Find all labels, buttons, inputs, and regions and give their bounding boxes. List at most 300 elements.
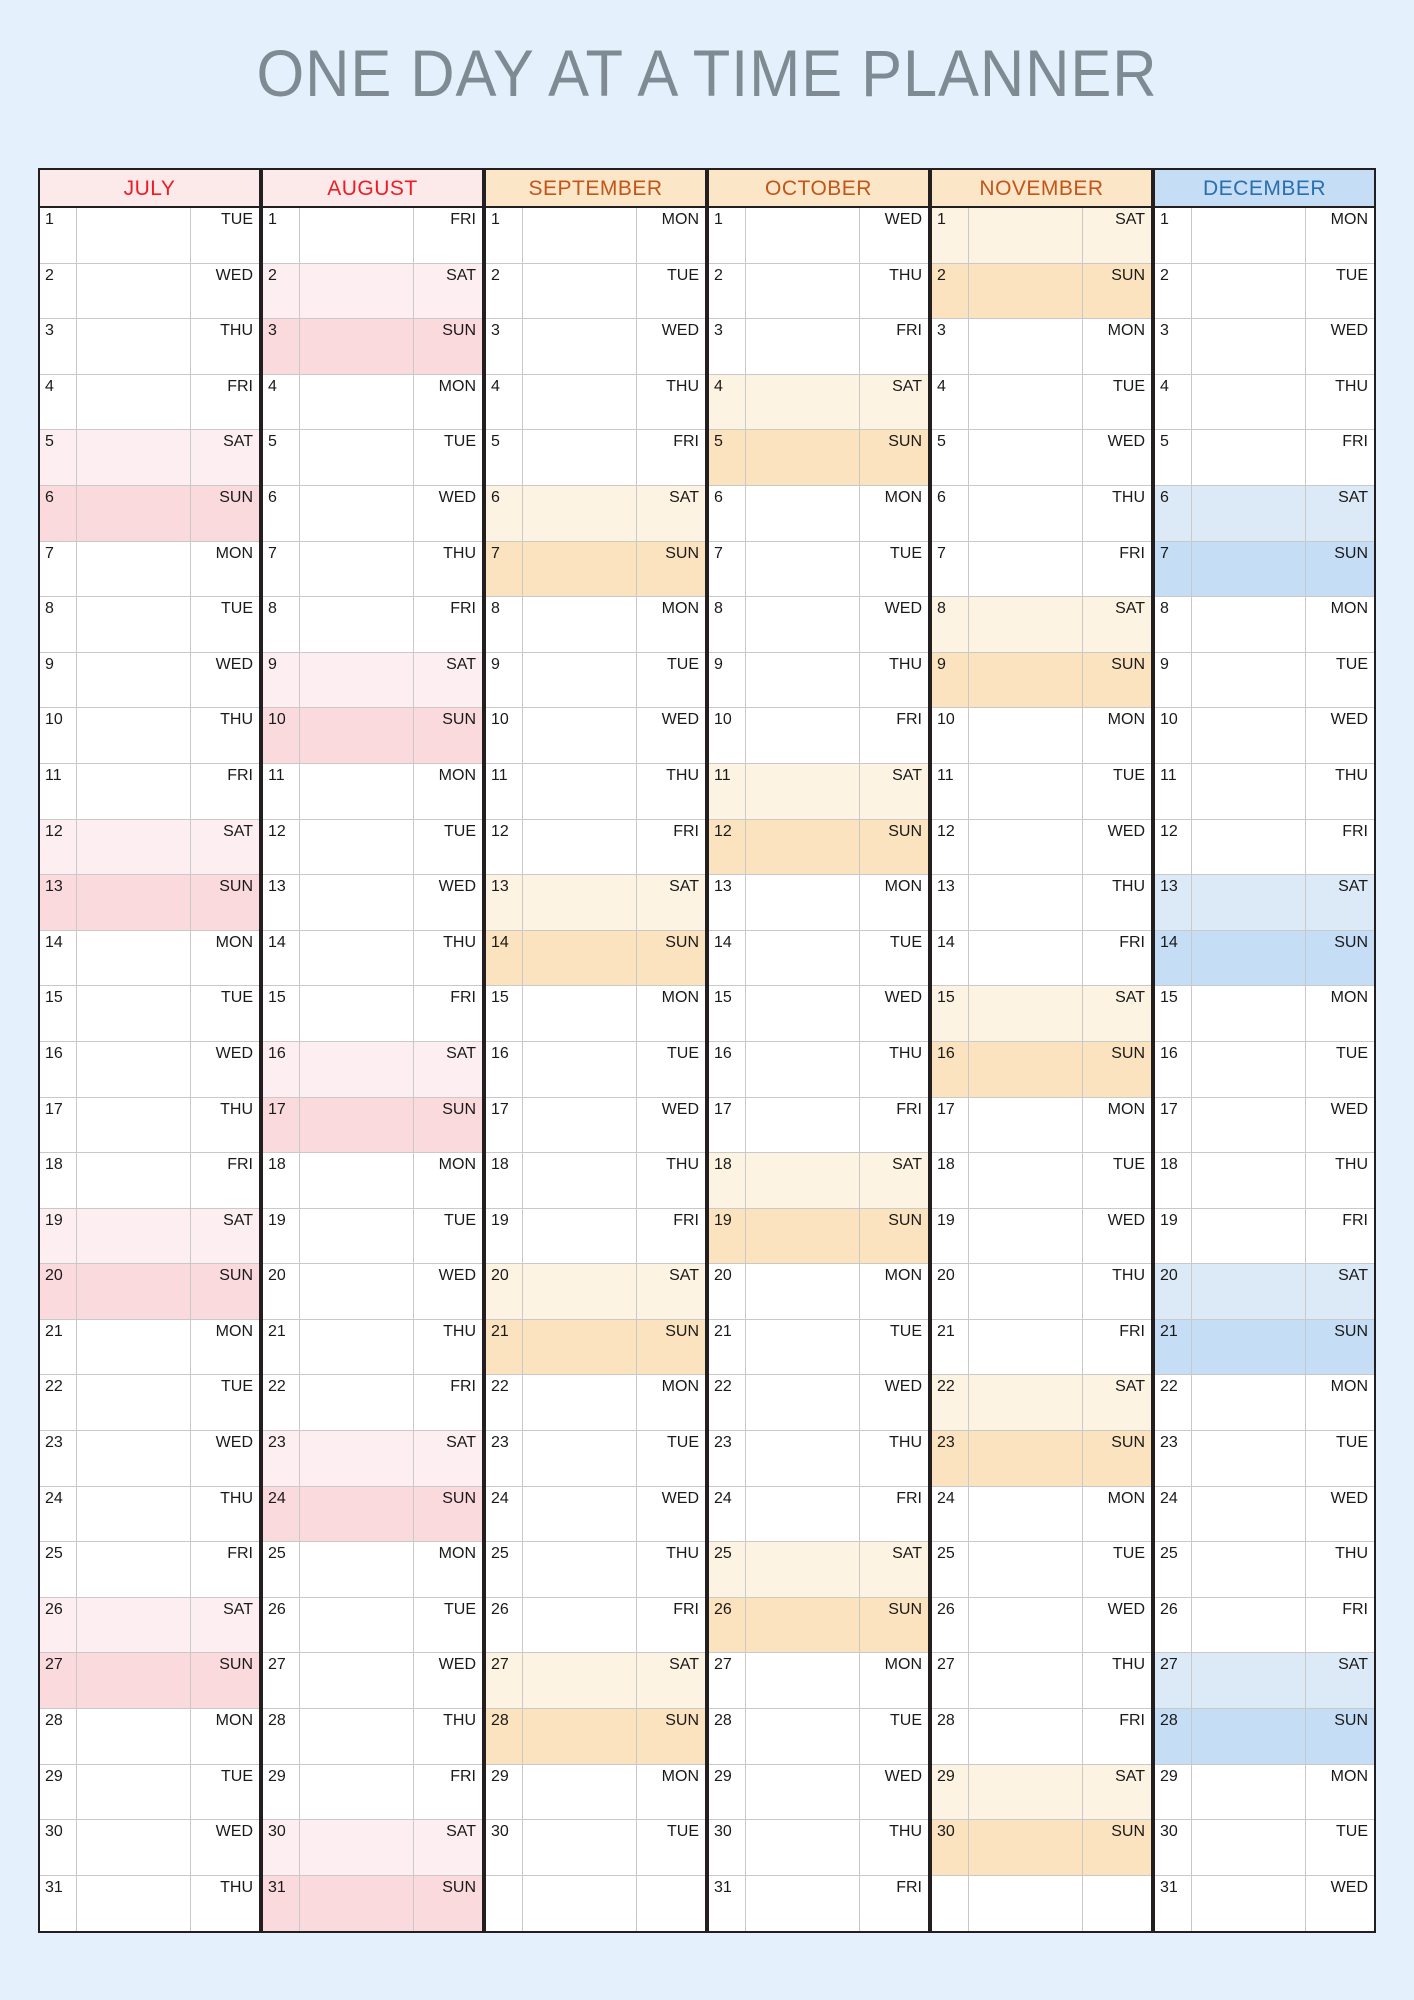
day-row[interactable] bbox=[40, 1042, 259, 1098]
day-note-field[interactable] bbox=[300, 1598, 414, 1653]
day-note-field[interactable] bbox=[746, 820, 860, 875]
day-note-field[interactable] bbox=[969, 764, 1083, 819]
day-row[interactable] bbox=[40, 375, 259, 431]
day-row[interactable] bbox=[263, 1765, 482, 1821]
day-row[interactable] bbox=[709, 430, 928, 486]
day-note-field[interactable] bbox=[77, 1709, 191, 1764]
day-row[interactable] bbox=[1155, 1876, 1374, 1932]
day-note-field[interactable] bbox=[300, 1653, 414, 1708]
day-row[interactable] bbox=[709, 875, 928, 931]
day-note-field[interactable] bbox=[1192, 1598, 1306, 1653]
day-row[interactable] bbox=[709, 708, 928, 764]
day-row[interactable] bbox=[486, 1876, 705, 1932]
day-note-field[interactable] bbox=[746, 1653, 860, 1708]
day-note-field[interactable] bbox=[300, 1375, 414, 1430]
day-row[interactable] bbox=[709, 1598, 928, 1654]
day-row[interactable] bbox=[709, 486, 928, 542]
day-note-field[interactable] bbox=[746, 1375, 860, 1430]
day-note-field[interactable] bbox=[300, 208, 414, 263]
day-note-field[interactable] bbox=[77, 1209, 191, 1264]
day-row[interactable] bbox=[932, 1876, 1151, 1932]
day-note-field[interactable] bbox=[1192, 1487, 1306, 1542]
day-row[interactable] bbox=[932, 1820, 1151, 1876]
day-note-field[interactable] bbox=[1192, 1820, 1306, 1875]
day-row[interactable] bbox=[1155, 1320, 1374, 1376]
day-row[interactable] bbox=[1155, 1820, 1374, 1876]
day-row[interactable] bbox=[486, 319, 705, 375]
day-note-field[interactable] bbox=[77, 1765, 191, 1820]
day-note-field[interactable] bbox=[523, 1264, 637, 1319]
day-note-field[interactable] bbox=[1192, 1098, 1306, 1153]
day-row[interactable] bbox=[486, 1820, 705, 1876]
day-row[interactable] bbox=[263, 1820, 482, 1876]
day-note-field[interactable] bbox=[746, 653, 860, 708]
day-note-field[interactable] bbox=[300, 1098, 414, 1153]
day-row[interactable] bbox=[932, 1653, 1151, 1709]
day-note-field[interactable] bbox=[523, 931, 637, 986]
day-row[interactable] bbox=[40, 1431, 259, 1487]
day-row[interactable] bbox=[486, 931, 705, 987]
day-row[interactable] bbox=[486, 1375, 705, 1431]
day-note-field[interactable] bbox=[77, 1876, 191, 1932]
day-row[interactable] bbox=[40, 764, 259, 820]
day-note-field[interactable] bbox=[77, 1375, 191, 1430]
day-row[interactable] bbox=[1155, 486, 1374, 542]
day-note-field[interactable] bbox=[77, 542, 191, 597]
day-row[interactable] bbox=[1155, 208, 1374, 264]
day-note-field[interactable] bbox=[746, 1431, 860, 1486]
day-row[interactable] bbox=[932, 319, 1151, 375]
day-note-field[interactable] bbox=[300, 653, 414, 708]
day-note-field[interactable] bbox=[746, 1320, 860, 1375]
day-row[interactable] bbox=[1155, 1375, 1374, 1431]
day-row[interactable] bbox=[709, 1320, 928, 1376]
day-note-field[interactable] bbox=[969, 1709, 1083, 1764]
day-note-field[interactable] bbox=[523, 1320, 637, 1375]
day-row[interactable] bbox=[263, 319, 482, 375]
day-note-field[interactable] bbox=[300, 319, 414, 374]
day-note-field[interactable] bbox=[1192, 208, 1306, 263]
day-row[interactable] bbox=[40, 208, 259, 264]
day-note-field[interactable] bbox=[523, 1042, 637, 1097]
day-note-field[interactable] bbox=[77, 1542, 191, 1597]
day-row[interactable] bbox=[40, 653, 259, 709]
day-row[interactable] bbox=[1155, 1098, 1374, 1154]
day-row[interactable] bbox=[709, 986, 928, 1042]
day-row[interactable] bbox=[932, 208, 1151, 264]
day-row[interactable] bbox=[263, 208, 482, 264]
day-row[interactable] bbox=[709, 264, 928, 320]
day-row[interactable] bbox=[1155, 1487, 1374, 1543]
day-note-field[interactable] bbox=[746, 1542, 860, 1597]
day-row[interactable] bbox=[1155, 1209, 1374, 1265]
day-row[interactable] bbox=[1155, 1153, 1374, 1209]
day-row[interactable] bbox=[40, 597, 259, 653]
day-note-field[interactable] bbox=[77, 653, 191, 708]
day-note-field[interactable] bbox=[969, 820, 1083, 875]
day-row[interactable] bbox=[932, 1431, 1151, 1487]
day-note-field[interactable] bbox=[1192, 764, 1306, 819]
day-note-field[interactable] bbox=[969, 1431, 1083, 1486]
day-row[interactable] bbox=[932, 1209, 1151, 1265]
day-note-field[interactable] bbox=[300, 1431, 414, 1486]
day-note-field[interactable] bbox=[523, 375, 637, 430]
day-note-field[interactable] bbox=[1192, 1153, 1306, 1208]
day-row[interactable] bbox=[486, 375, 705, 431]
day-note-field[interactable] bbox=[523, 708, 637, 763]
day-row[interactable] bbox=[40, 486, 259, 542]
day-row[interactable] bbox=[932, 875, 1151, 931]
day-row[interactable] bbox=[709, 1098, 928, 1154]
day-note-field[interactable] bbox=[746, 486, 860, 541]
day-note-field[interactable] bbox=[523, 1598, 637, 1653]
day-note-field[interactable] bbox=[969, 1876, 1083, 1932]
day-row[interactable] bbox=[1155, 264, 1374, 320]
day-row[interactable] bbox=[709, 375, 928, 431]
day-row[interactable] bbox=[932, 1098, 1151, 1154]
day-note-field[interactable] bbox=[523, 264, 637, 319]
month-header[interactable]: JULY bbox=[40, 170, 259, 208]
day-note-field[interactable] bbox=[523, 319, 637, 374]
day-note-field[interactable] bbox=[523, 1375, 637, 1430]
day-note-field[interactable] bbox=[746, 1709, 860, 1764]
day-row[interactable] bbox=[932, 375, 1151, 431]
day-note-field[interactable] bbox=[969, 1542, 1083, 1597]
day-note-field[interactable] bbox=[969, 1820, 1083, 1875]
day-row[interactable] bbox=[486, 1153, 705, 1209]
day-note-field[interactable] bbox=[523, 430, 637, 485]
day-note-field[interactable] bbox=[1192, 1709, 1306, 1764]
day-row[interactable] bbox=[932, 542, 1151, 598]
day-row[interactable] bbox=[486, 1042, 705, 1098]
day-note-field[interactable] bbox=[1192, 1765, 1306, 1820]
day-row[interactable] bbox=[932, 1320, 1151, 1376]
day-note-field[interactable] bbox=[746, 319, 860, 374]
day-note-field[interactable] bbox=[1192, 1375, 1306, 1430]
day-note-field[interactable] bbox=[523, 820, 637, 875]
day-note-field[interactable] bbox=[746, 542, 860, 597]
day-note-field[interactable] bbox=[300, 931, 414, 986]
day-note-field[interactable] bbox=[1192, 875, 1306, 930]
day-row[interactable] bbox=[709, 1653, 928, 1709]
day-note-field[interactable] bbox=[746, 1098, 860, 1153]
day-note-field[interactable] bbox=[1192, 708, 1306, 763]
day-note-field[interactable] bbox=[746, 764, 860, 819]
day-note-field[interactable] bbox=[1192, 1264, 1306, 1319]
day-note-field[interactable] bbox=[746, 1820, 860, 1875]
day-row[interactable] bbox=[40, 1153, 259, 1209]
day-row[interactable] bbox=[40, 1098, 259, 1154]
day-note-field[interactable] bbox=[1192, 820, 1306, 875]
day-note-field[interactable] bbox=[300, 1153, 414, 1208]
day-row[interactable] bbox=[1155, 1765, 1374, 1821]
day-row[interactable] bbox=[263, 1098, 482, 1154]
day-row[interactable] bbox=[263, 1209, 482, 1265]
day-row[interactable] bbox=[486, 1653, 705, 1709]
day-row[interactable] bbox=[40, 430, 259, 486]
day-note-field[interactable] bbox=[969, 1487, 1083, 1542]
day-row[interactable] bbox=[486, 208, 705, 264]
day-note-field[interactable] bbox=[746, 875, 860, 930]
day-note-field[interactable] bbox=[1192, 1542, 1306, 1597]
day-note-field[interactable] bbox=[523, 986, 637, 1041]
day-row[interactable] bbox=[932, 1153, 1151, 1209]
day-row[interactable] bbox=[932, 820, 1151, 876]
day-row[interactable] bbox=[709, 597, 928, 653]
day-note-field[interactable] bbox=[969, 1098, 1083, 1153]
day-note-field[interactable] bbox=[300, 1487, 414, 1542]
day-note-field[interactable] bbox=[77, 430, 191, 485]
day-row[interactable] bbox=[1155, 1431, 1374, 1487]
day-row[interactable] bbox=[709, 1431, 928, 1487]
day-row[interactable] bbox=[932, 708, 1151, 764]
day-row[interactable] bbox=[709, 1876, 928, 1932]
day-note-field[interactable] bbox=[1192, 597, 1306, 652]
day-row[interactable] bbox=[40, 1375, 259, 1431]
day-row[interactable] bbox=[486, 1098, 705, 1154]
day-row[interactable] bbox=[486, 708, 705, 764]
day-note-field[interactable] bbox=[300, 375, 414, 430]
day-note-field[interactable] bbox=[523, 653, 637, 708]
day-row[interactable] bbox=[932, 597, 1151, 653]
day-note-field[interactable] bbox=[746, 1042, 860, 1097]
day-note-field[interactable] bbox=[1192, 1431, 1306, 1486]
day-note-field[interactable] bbox=[77, 875, 191, 930]
month-header[interactable]: SEPTEMBER bbox=[486, 170, 705, 208]
day-note-field[interactable] bbox=[300, 1542, 414, 1597]
day-row[interactable] bbox=[1155, 708, 1374, 764]
day-note-field[interactable] bbox=[77, 820, 191, 875]
day-note-field[interactable] bbox=[300, 1709, 414, 1764]
day-row[interactable] bbox=[709, 1042, 928, 1098]
day-row[interactable] bbox=[932, 931, 1151, 987]
day-row[interactable] bbox=[1155, 1598, 1374, 1654]
day-row[interactable] bbox=[486, 430, 705, 486]
day-note-field[interactable] bbox=[746, 1765, 860, 1820]
day-row[interactable] bbox=[263, 1653, 482, 1709]
day-row[interactable] bbox=[486, 1320, 705, 1376]
day-row[interactable] bbox=[486, 875, 705, 931]
day-row[interactable] bbox=[709, 1487, 928, 1543]
day-row[interactable] bbox=[932, 430, 1151, 486]
day-note-field[interactable] bbox=[300, 764, 414, 819]
day-note-field[interactable] bbox=[77, 1264, 191, 1319]
day-row[interactable] bbox=[40, 1487, 259, 1543]
day-row[interactable] bbox=[40, 1653, 259, 1709]
day-row[interactable] bbox=[1155, 1042, 1374, 1098]
day-note-field[interactable] bbox=[969, 264, 1083, 319]
day-note-field[interactable] bbox=[77, 1431, 191, 1486]
day-note-field[interactable] bbox=[746, 1598, 860, 1653]
day-note-field[interactable] bbox=[969, 653, 1083, 708]
day-row[interactable] bbox=[932, 1375, 1151, 1431]
day-row[interactable] bbox=[263, 986, 482, 1042]
day-note-field[interactable] bbox=[523, 1431, 637, 1486]
day-note-field[interactable] bbox=[523, 1765, 637, 1820]
day-note-field[interactable] bbox=[77, 208, 191, 263]
day-row[interactable] bbox=[709, 1264, 928, 1320]
day-note-field[interactable] bbox=[969, 1765, 1083, 1820]
day-note-field[interactable] bbox=[300, 1765, 414, 1820]
day-note-field[interactable] bbox=[1192, 1653, 1306, 1708]
day-note-field[interactable] bbox=[77, 931, 191, 986]
day-note-field[interactable] bbox=[300, 430, 414, 485]
day-row[interactable] bbox=[932, 653, 1151, 709]
day-note-field[interactable] bbox=[969, 931, 1083, 986]
day-row[interactable] bbox=[263, 1709, 482, 1765]
day-note-field[interactable] bbox=[969, 1598, 1083, 1653]
day-note-field[interactable] bbox=[300, 1876, 414, 1932]
day-note-field[interactable] bbox=[969, 875, 1083, 930]
day-note-field[interactable] bbox=[969, 542, 1083, 597]
day-note-field[interactable] bbox=[77, 764, 191, 819]
day-note-field[interactable] bbox=[300, 875, 414, 930]
day-note-field[interactable] bbox=[746, 597, 860, 652]
day-note-field[interactable] bbox=[969, 986, 1083, 1041]
day-row[interactable] bbox=[709, 820, 928, 876]
day-row[interactable] bbox=[709, 1209, 928, 1265]
day-note-field[interactable] bbox=[77, 1598, 191, 1653]
day-row[interactable] bbox=[1155, 986, 1374, 1042]
day-row[interactable] bbox=[263, 430, 482, 486]
day-note-field[interactable] bbox=[1192, 542, 1306, 597]
day-row[interactable] bbox=[1155, 875, 1374, 931]
day-note-field[interactable] bbox=[746, 264, 860, 319]
day-row[interactable] bbox=[263, 375, 482, 431]
day-row[interactable] bbox=[263, 764, 482, 820]
day-row[interactable] bbox=[40, 264, 259, 320]
day-note-field[interactable] bbox=[1192, 375, 1306, 430]
day-row[interactable] bbox=[40, 820, 259, 876]
day-note-field[interactable] bbox=[523, 764, 637, 819]
day-note-field[interactable] bbox=[77, 486, 191, 541]
day-note-field[interactable] bbox=[1192, 1320, 1306, 1375]
day-row[interactable] bbox=[263, 1431, 482, 1487]
day-note-field[interactable] bbox=[746, 1153, 860, 1208]
day-row[interactable] bbox=[932, 1598, 1151, 1654]
day-row[interactable] bbox=[40, 1876, 259, 1932]
day-note-field[interactable] bbox=[746, 931, 860, 986]
day-note-field[interactable] bbox=[77, 1653, 191, 1708]
day-row[interactable] bbox=[932, 764, 1151, 820]
day-row[interactable] bbox=[40, 1709, 259, 1765]
day-row[interactable] bbox=[932, 986, 1151, 1042]
day-row[interactable] bbox=[486, 542, 705, 598]
day-note-field[interactable] bbox=[300, 986, 414, 1041]
day-note-field[interactable] bbox=[300, 820, 414, 875]
day-note-field[interactable] bbox=[746, 986, 860, 1041]
day-note-field[interactable] bbox=[746, 1487, 860, 1542]
day-note-field[interactable] bbox=[969, 375, 1083, 430]
day-row[interactable] bbox=[932, 1487, 1151, 1543]
day-row[interactable] bbox=[1155, 820, 1374, 876]
day-note-field[interactable] bbox=[300, 708, 414, 763]
day-row[interactable] bbox=[263, 1320, 482, 1376]
day-note-field[interactable] bbox=[300, 1320, 414, 1375]
day-row[interactable] bbox=[486, 264, 705, 320]
day-row[interactable] bbox=[709, 208, 928, 264]
day-note-field[interactable] bbox=[746, 430, 860, 485]
month-header[interactable]: NOVEMBER bbox=[932, 170, 1151, 208]
month-header[interactable]: OCTOBER bbox=[709, 170, 928, 208]
day-note-field[interactable] bbox=[523, 597, 637, 652]
day-row[interactable] bbox=[40, 542, 259, 598]
day-note-field[interactable] bbox=[77, 264, 191, 319]
day-row[interactable] bbox=[263, 1375, 482, 1431]
day-row[interactable] bbox=[40, 931, 259, 987]
day-note-field[interactable] bbox=[300, 1042, 414, 1097]
day-note-field[interactable] bbox=[1192, 486, 1306, 541]
day-row[interactable] bbox=[263, 1542, 482, 1598]
day-note-field[interactable] bbox=[746, 1209, 860, 1264]
day-note-field[interactable] bbox=[523, 1098, 637, 1153]
day-row[interactable] bbox=[40, 1320, 259, 1376]
day-note-field[interactable] bbox=[523, 1876, 637, 1932]
day-note-field[interactable] bbox=[969, 708, 1083, 763]
day-note-field[interactable] bbox=[300, 486, 414, 541]
day-note-field[interactable] bbox=[746, 208, 860, 263]
day-row[interactable] bbox=[486, 1487, 705, 1543]
day-row[interactable] bbox=[709, 1375, 928, 1431]
day-row[interactable] bbox=[1155, 1653, 1374, 1709]
day-note-field[interactable] bbox=[77, 597, 191, 652]
day-note-field[interactable] bbox=[77, 1153, 191, 1208]
day-row[interactable] bbox=[263, 542, 482, 598]
day-note-field[interactable] bbox=[1192, 1209, 1306, 1264]
day-note-field[interactable] bbox=[969, 1264, 1083, 1319]
day-row[interactable] bbox=[709, 1542, 928, 1598]
day-note-field[interactable] bbox=[523, 208, 637, 263]
day-note-field[interactable] bbox=[523, 1542, 637, 1597]
day-note-field[interactable] bbox=[523, 1487, 637, 1542]
day-row[interactable] bbox=[263, 1042, 482, 1098]
day-note-field[interactable] bbox=[523, 1153, 637, 1208]
day-row[interactable] bbox=[263, 653, 482, 709]
day-row[interactable] bbox=[40, 986, 259, 1042]
day-note-field[interactable] bbox=[77, 1042, 191, 1097]
day-note-field[interactable] bbox=[300, 264, 414, 319]
day-note-field[interactable] bbox=[77, 1098, 191, 1153]
day-row[interactable] bbox=[932, 1542, 1151, 1598]
day-note-field[interactable] bbox=[77, 1320, 191, 1375]
day-note-field[interactable] bbox=[969, 1042, 1083, 1097]
day-note-field[interactable] bbox=[969, 1209, 1083, 1264]
day-note-field[interactable] bbox=[969, 1653, 1083, 1708]
day-row[interactable] bbox=[263, 1598, 482, 1654]
day-row[interactable] bbox=[40, 1598, 259, 1654]
day-row[interactable] bbox=[709, 1153, 928, 1209]
day-note-field[interactable] bbox=[969, 1375, 1083, 1430]
month-header[interactable]: DECEMBER bbox=[1155, 170, 1374, 208]
day-row[interactable] bbox=[709, 542, 928, 598]
day-note-field[interactable] bbox=[969, 1320, 1083, 1375]
day-note-field[interactable] bbox=[1192, 264, 1306, 319]
day-note-field[interactable] bbox=[746, 1264, 860, 1319]
day-note-field[interactable] bbox=[523, 1209, 637, 1264]
day-row[interactable] bbox=[40, 1209, 259, 1265]
day-row[interactable] bbox=[1155, 319, 1374, 375]
day-row[interactable] bbox=[486, 1709, 705, 1765]
day-note-field[interactable] bbox=[523, 1653, 637, 1708]
day-row[interactable] bbox=[932, 264, 1151, 320]
day-note-field[interactable] bbox=[1192, 1042, 1306, 1097]
day-row[interactable] bbox=[1155, 1709, 1374, 1765]
day-note-field[interactable] bbox=[523, 1709, 637, 1764]
day-row[interactable] bbox=[40, 319, 259, 375]
day-row[interactable] bbox=[263, 1487, 482, 1543]
day-note-field[interactable] bbox=[969, 319, 1083, 374]
day-row[interactable] bbox=[40, 708, 259, 764]
